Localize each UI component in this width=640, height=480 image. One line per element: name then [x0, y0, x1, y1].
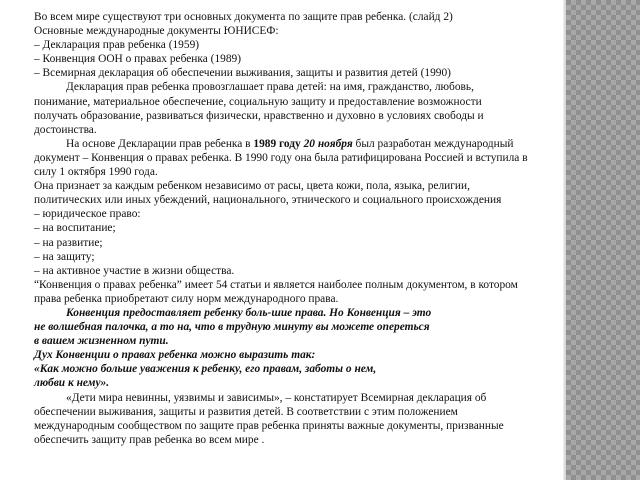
intro-line: Во всем мире существуют три основных документа по защите прав ребенка. (слайд 2): [34, 11, 453, 23]
emphasis-line: любви к нему».: [34, 377, 110, 390]
document-body: [34, 10, 528, 447]
right-item: – на воспитание;: [34, 222, 116, 235]
emphasis-line: «Как можно больше уважения к ребенку, его правам, заботы о нем,: [34, 363, 377, 376]
decorative-side-panel: [566, 0, 640, 480]
convention-year: 1989 году: [253, 137, 301, 150]
emphasis-line: Конвенция предоставляет ребенку боль-шие права. Но Конвенция – это: [66, 306, 432, 319]
list-item: – Декларация прав ребенка (1959): [34, 39, 200, 52]
convention-text: На основе Декларации прав ребенка в: [66, 137, 254, 150]
right-item: – юридическое право:: [34, 208, 141, 221]
list-item: – Всемирная декларация об обеспечении выживания, защиты и развития детей (1990): [34, 67, 451, 80]
emphasis-line: Дух Конвенции о правах ребенка можно выразить так:: [34, 349, 316, 362]
final-paragraph: «Дети мира невинны, уязвимы и зависимы», – констатирует Всемирная декларация об обеспечении выживания, защиты и развития детей. В соответствии с этим положением международным сообществом по защите прав ребенка приняты важные документы, призванные обеспечить защиту прав ребенка во всем мире .: [34, 391, 504, 446]
convention-text: был разработан международный документ – Конвенция о правах ребенка. В 1990 году она была ратифицирована Россией и вступила в силу 1 октября 1990 года.: [34, 137, 528, 179]
convention-paragraph: [34, 137, 528, 179]
emphasis-line: в вашем жизненном пути.: [34, 335, 169, 348]
right-item: – на защиту;: [34, 250, 95, 263]
convention-date: 20 ноября: [303, 137, 353, 150]
right-item: – на развитие;: [34, 236, 103, 249]
articles-paragraph: “Конвенция о правах ребенка” имеет 54 статьи и является наиболее полным документом, в котором права ребенка приобретают силу норм международного права.: [34, 278, 518, 305]
list-item: – Конвенция ООН о правах ребенка (1989): [34, 53, 242, 66]
emphasis-line: не волшебная палочка, а то на, что в трудную минуту вы можете опереться: [34, 321, 430, 334]
right-item: – на активное участие в жизни общества.: [34, 264, 235, 277]
intro-line: Основные международные документы ЮНИСЕФ:: [34, 25, 279, 38]
declaration-paragraph: Декларация прав ребенка провозглашает права детей: на имя, гражданство, любовь, понимание, материальное обеспечение, социальную защиту и предоставление возможности получать образование, развиваться физически, нравственно и духовно в условиях свободы и достоинства.: [34, 81, 484, 136]
recognition-paragraph: Она признает за каждым ребенком независимо от расы, цвета кожи, пола, языка, религии, политических или иных убеждений, национального, этнического и социального происхождения: [34, 180, 502, 207]
